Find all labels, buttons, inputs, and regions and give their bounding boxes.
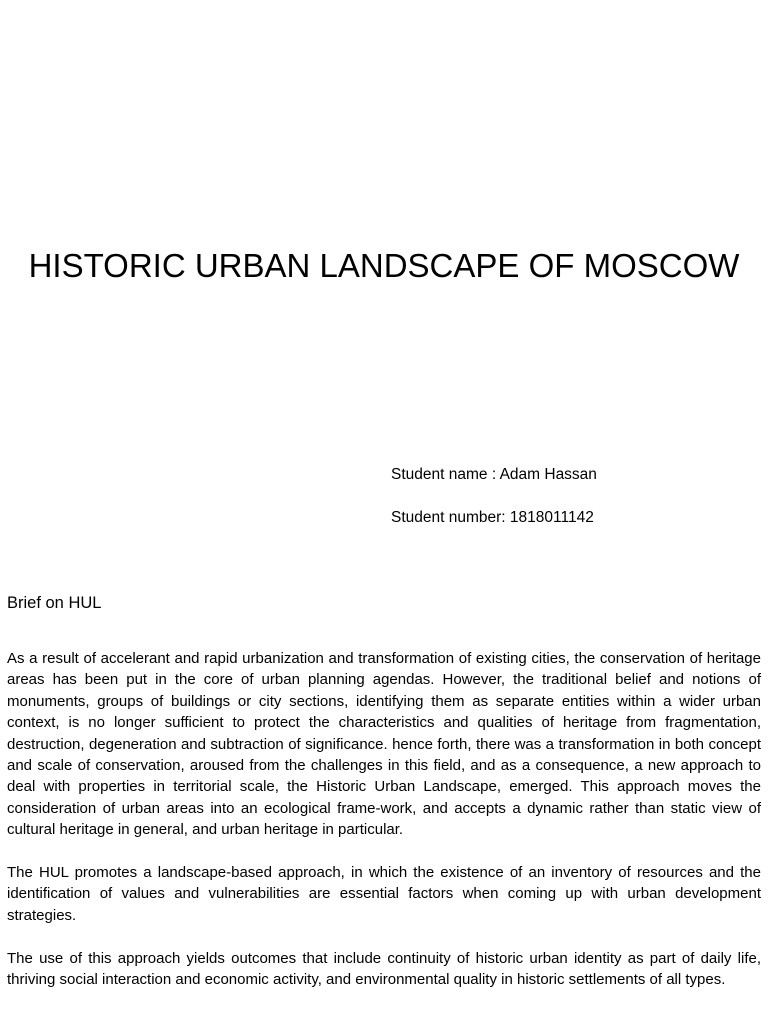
paragraph: As a result of accelerant and rapid urbanization and transformation of existing cities, the conservation of heritage areas has been put in the core of urban planning agendas. However, the traditional belief and notions of monuments, groups of buildings or city sections, identifying them as separate entities within a wider urban context, is no longer sufficient to protect the characteristics and qualities of heritage from fragmentation, destruction, degeneration and subtraction of significance. hence forth, there was a transformation in both concept and scale of conservation, aroused from the challenges in this field, and as a consequence, a new approach to deal with properties in territorial scale, the Historic Urban Landscape, emerged. This approach moves the consideration of urban areas into an ecological frame-work, and accepts a dynamic rather than static view of cultural heritage in general, and urban heritage in particular.	[7, 650, 761, 839]
student-name: Student name : Adam Hassan	[391, 466, 597, 483]
section-body	[7, 648, 761, 1012]
section-heading: Brief on HUL	[7, 594, 102, 612]
paragraph: The use of this approach yields outcomes that include continuity of historic urban identity as part of daily life, thriving social interaction and economic activity, and environmental quality in historic settlements of all types.	[7, 949, 761, 989]
student-info	[391, 464, 751, 528]
student-number: Student number: 1818011142	[391, 509, 594, 526]
document-title: HISTORIC URBAN LANDSCAPE OF MOSCOW	[28, 247, 740, 284]
paragraph: The HUL promotes a landscape-based approach, in which the existence of an inventory of resources and the identification of values and vulnerabilities are essential factors when coming up with urban development strategies.	[7, 864, 761, 924]
